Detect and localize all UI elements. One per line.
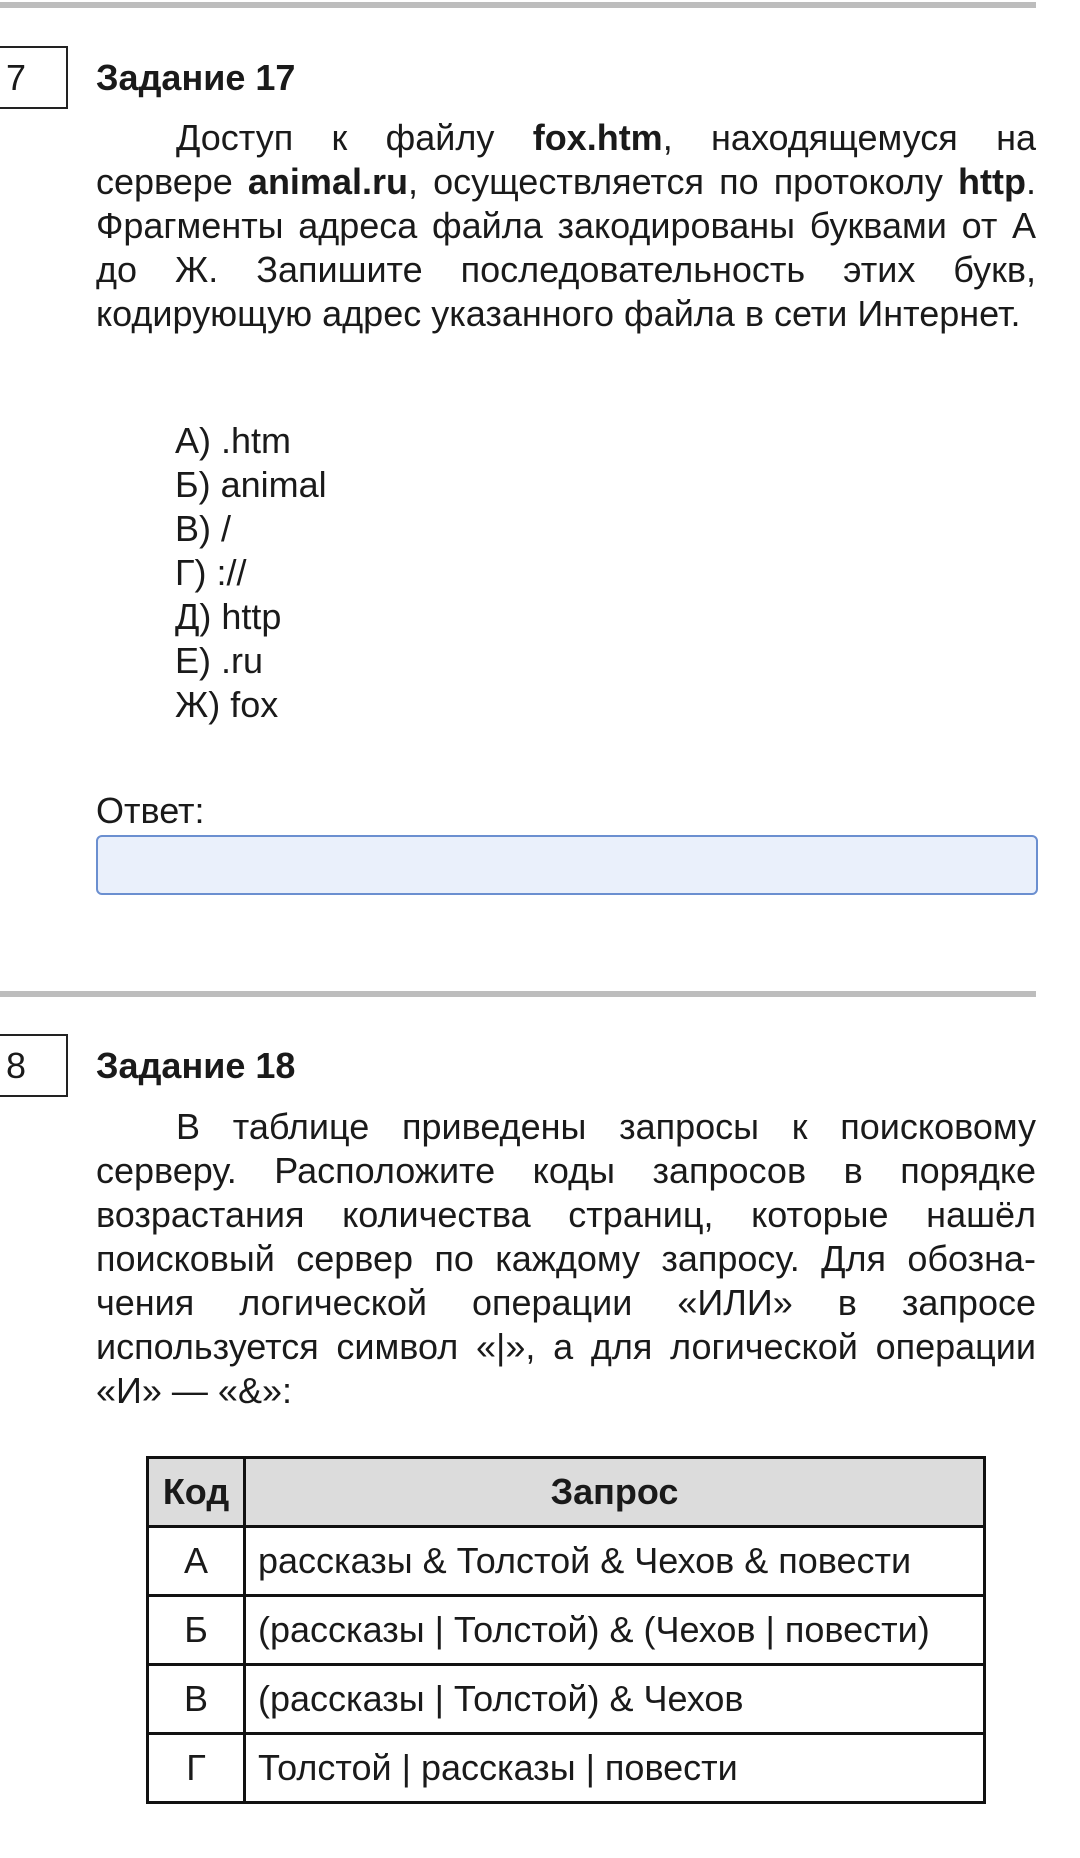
- option-item: Б) animal: [175, 464, 327, 505]
- task-18-text: В таблице приведены запросы к поисковому серверу. Расположите коды запросов в порядке возрастания количества страниц, которые нашёл поисковый сервер по каждому запросу. Для обозначения логической операции «ИЛИ» в запросе используется символ «|», а для логической операции «И» — «&»:: [96, 1106, 1036, 1411]
- table-header-row: [148, 1458, 985, 1527]
- option-item: Ж) fox: [175, 684, 279, 725]
- option-item: Д) http: [175, 596, 282, 637]
- query-table: [146, 1456, 986, 1804]
- answer-label: Ответ:: [96, 790, 205, 831]
- row-code: В: [148, 1665, 245, 1734]
- file-name: fox.htm: [532, 117, 663, 158]
- row-code: А: [148, 1527, 245, 1596]
- row-query: (рассказы | Толстой) & (Чехов | повести): [245, 1596, 985, 1665]
- server-name: animal.ru: [247, 161, 408, 202]
- row-query: (рассказы | Толстой) & Чехов: [245, 1665, 985, 1734]
- column-header-code: Код: [148, 1458, 245, 1527]
- row-code: Г: [148, 1734, 245, 1803]
- row-code: Б: [148, 1596, 245, 1665]
- row-query: Толстой | рассказы | повести: [245, 1734, 985, 1803]
- task-17-text: [96, 116, 1036, 336]
- task-17-title: Задание 17: [96, 57, 296, 98]
- option-list: [175, 419, 327, 727]
- option-item: А) .htm: [175, 420, 292, 461]
- answer-input[interactable]: [96, 835, 1038, 895]
- task-17-text-part: Доступ к файлу: [176, 117, 533, 158]
- option-item: В) /: [175, 508, 232, 549]
- column-header-query: Запрос: [245, 1458, 985, 1527]
- row-query: рассказы & Толстой & Чехов & повести: [245, 1527, 985, 1596]
- task-17-text-part: , находящемуся на сервере: [96, 117, 1036, 202]
- table-row: [148, 1665, 985, 1734]
- section-divider: [0, 991, 1036, 997]
- task-17-text-part: , осуществляется по протоколу: [407, 161, 959, 202]
- table-row: [148, 1527, 985, 1596]
- table-row: [148, 1734, 985, 1803]
- top-divider: [0, 2, 1036, 8]
- task-number-box: 7: [0, 46, 68, 109]
- task-number-box: 8: [0, 1034, 68, 1097]
- option-item: Г) ://: [175, 552, 247, 593]
- protocol-name: http: [958, 161, 1026, 202]
- task-18-title: Задание 18: [96, 1045, 296, 1086]
- option-item: Е) .ru: [175, 640, 264, 681]
- task-17-text-part: . Фрагменты адреса файла закодированы буквами от А до Ж. Запишите последовательность этих букв, кодирующую адрес указанного файла в сети Интернет.: [96, 161, 1036, 334]
- table-row: [148, 1596, 985, 1665]
